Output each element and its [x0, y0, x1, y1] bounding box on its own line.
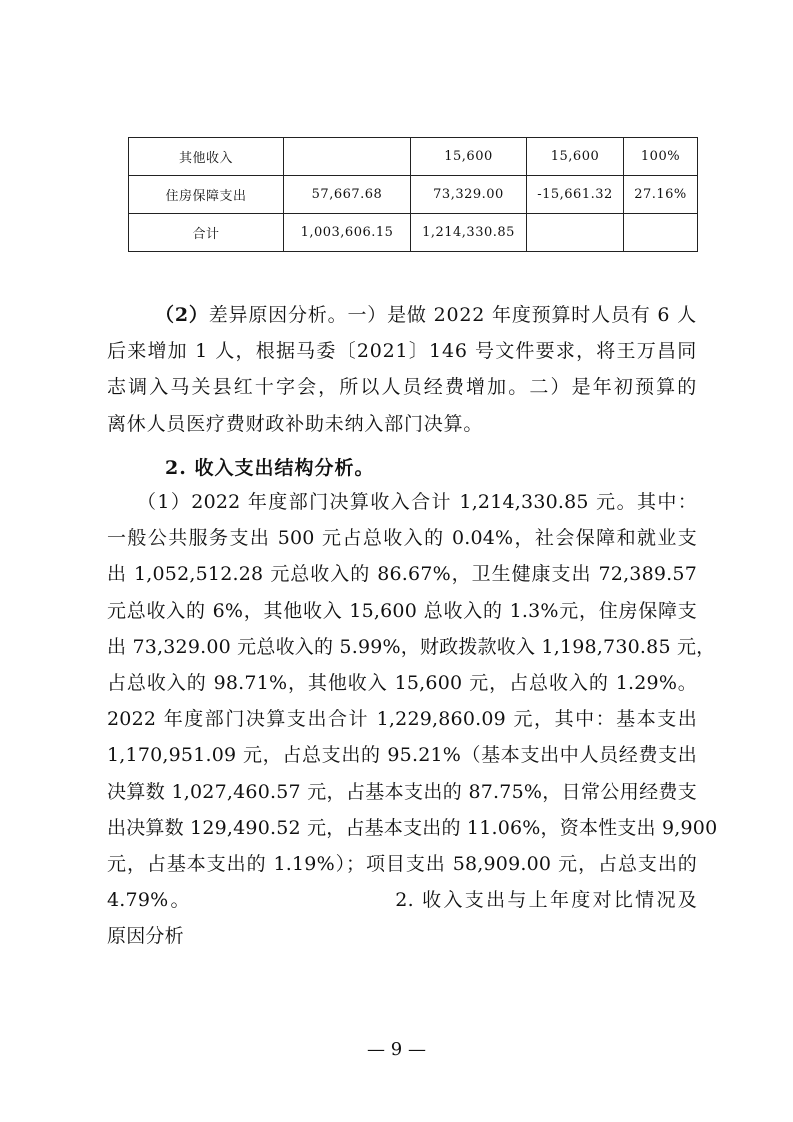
list-marker: （2）	[155, 304, 209, 326]
paragraph-line: 决算数 1,027,460.57 元，占基本支出的 87.75%，日常公用经费支	[107, 780, 697, 803]
table-cell: -15,661.32	[527, 176, 624, 214]
paragraph-line	[107, 297, 697, 333]
paragraph-line: 占总收入的 98.71%，其他收入 15,600 元，占总收入的 1.29%。	[107, 672, 697, 695]
table-cell	[527, 214, 624, 252]
paragraph-line: 2022 年度部门决算支出合计 1,229,860.09 元，其中：基本支出	[107, 708, 697, 731]
paragraph-line: 元总收入的 6%，其他收入 15,600 总收入的 1.3%元，住房保障支	[107, 599, 697, 622]
table-cell: 住房保障支出	[129, 176, 284, 214]
page-number: — 9 —	[367, 1039, 426, 1060]
table-cell: 15,600	[411, 138, 527, 176]
table-cell: 15,600	[527, 138, 624, 176]
difference-analysis-paragraph	[107, 297, 697, 442]
table-row	[129, 176, 698, 214]
table-cell	[624, 214, 698, 252]
section-heading-structure-analysis: 2. 收入支出结构分析。	[165, 457, 375, 479]
table-cell: 1,214,330.85	[411, 214, 527, 252]
paragraph-line: 1,170,951.09 元，占总支出的 95.21%（基本支出中人员经费支出	[107, 744, 697, 767]
table-cell: 合计	[129, 214, 284, 252]
paragraph-line: 离休人员医疗费财政补助未纳入部门决算。	[107, 412, 484, 435]
paragraph-line: 出 73,329.00 元总收入的 5.99%，财政拨款收入 1,198,730.85 元，	[107, 635, 716, 658]
table-cell: 27.16%	[624, 176, 698, 214]
table-cell: 1,003,606.15	[284, 214, 411, 252]
paragraph-line: （1）2022 年度部门决算收入合计 1,214,330.85 元。其中：	[137, 491, 697, 513]
comparison-table	[128, 137, 698, 252]
table-cell	[284, 138, 411, 176]
paragraph-line: 出决算数 129,490.52 元，占基本支出的 11.06%，资本性支出 9,900	[107, 816, 718, 839]
table-cell: 73,329.00	[411, 176, 527, 214]
paragraph-line: 志调入马关县红十字会，所以人员经费增加。二）是年初预算的	[107, 376, 697, 399]
paragraph-line: 后来增加 1 人，根据马委〔2021〕146 号文件要求，将王万昌同	[107, 340, 697, 363]
table-cell: 57,667.68	[284, 176, 411, 214]
table-row	[129, 214, 698, 252]
table-row	[129, 138, 698, 176]
paragraph-line: 原因分析	[107, 925, 184, 948]
line-text: 差异原因分析。一）是做 2022 年度预算时人员有 6 人	[208, 304, 697, 326]
structure-analysis-paragraph	[107, 484, 718, 955]
table-cell: 其他收入	[129, 138, 284, 176]
paragraph-line: 4.79%。 2. 收入支出与上年度对比情况及	[107, 889, 697, 912]
table-cell: 100%	[624, 138, 698, 176]
paragraph-line: 一般公共服务支出 500 元占总收入的 0.04%，社会保障和就业支	[107, 527, 697, 550]
paragraph-line: 出 1,052,512.28 元总收入的 86.67%，卫生健康支出 72,389.57	[107, 563, 697, 586]
paragraph-line: 元，占基本支出的 1.19%）；项目支出 58,909.00 元，占总支出的	[107, 853, 697, 876]
comparison-table-container	[128, 137, 697, 252]
